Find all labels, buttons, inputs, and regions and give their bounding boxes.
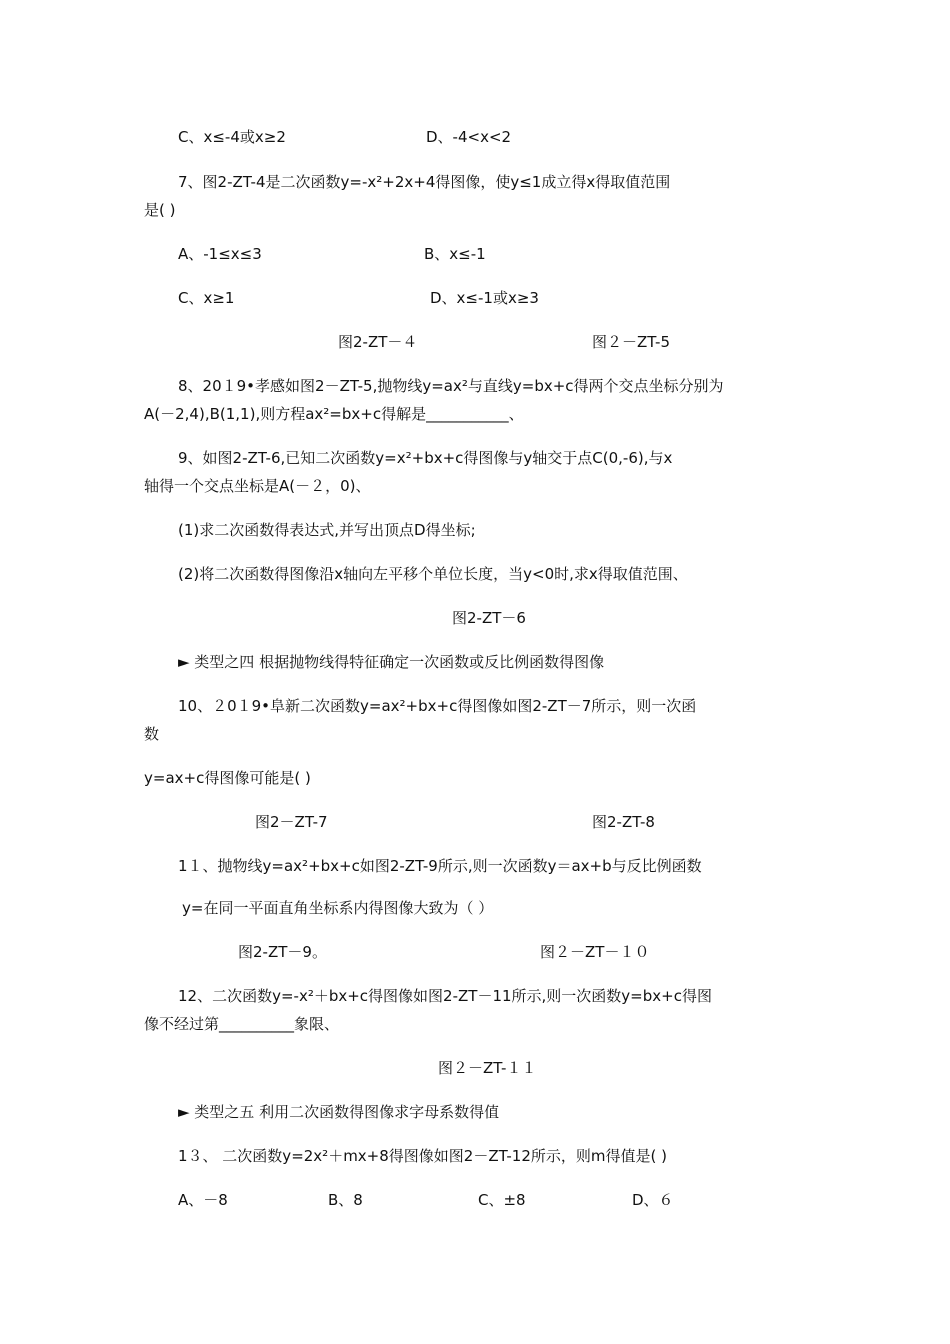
figure-caption-zt8: 图2-ZT-8	[592, 813, 655, 831]
q10-text-line3: y=ax+c得图像可能是( )	[144, 769, 311, 787]
q7-option-c: C、x≥1	[178, 289, 235, 307]
q9-subquestion-2: (2)将二次函数得图像沿x轴向左平移个单位长度，当y<0时,求x得取值范围、	[178, 565, 688, 583]
section-heading-type4: ► 类型之四 根据抛物线得特征确定一次函数或反比例函数得图像	[178, 653, 605, 671]
q12-text-line2: 像不经过第__________象限、	[144, 1015, 340, 1033]
q10-text-line2: 数	[144, 725, 160, 743]
q11-text-line1: 1１、抛物线y=ax²+bx+c如图2-ZT-9所示,则一次函数y＝ax+b与反比例函数	[178, 857, 702, 875]
q13-option-d: D、６	[632, 1191, 674, 1209]
q12-text-line1: 12、二次函数y=-x²＋bx+c得图像如图2-ZT－11所示,则一次函数y=bx+c得图	[178, 987, 712, 1005]
section-heading-type5: ► 类型之五 利用二次函数得图像求字母系数得值	[178, 1103, 500, 1121]
figure-caption-zt7: 图2－ZT-7	[255, 813, 328, 831]
q13-option-b: B、8	[328, 1191, 363, 1209]
figure-caption-zt11: 图２－ZT-１１	[438, 1059, 537, 1077]
q8-text-line2: A(－2,4),B(1,1),则方程ax²=bx+c得解是___________、	[144, 405, 524, 423]
q11-text-line2: y=在同一平面直角坐标系内得图像大致为（ ）	[182, 899, 494, 917]
figure-caption-zt4: 图2-ZT－４	[338, 333, 418, 351]
q7-option-d: D、x≤-1或x≥3	[430, 289, 539, 307]
figure-caption-zt5: 图２－ZT-5	[592, 333, 671, 351]
q10-text-line1: 10、２0１9•阜新二次函数y=ax²+bx+c得图像如图2-ZT－7所示，则一次函	[178, 697, 697, 715]
q9-text-line2: 轴得一个交点坐标是A(－２，0)、	[144, 477, 371, 495]
q6-option-c: C、x≤-4或x≥2	[178, 128, 286, 146]
q7-option-b: B、x≤-1	[424, 245, 486, 263]
q13-text-line1: 1３、 二次函数y=2x²＋mx+8得图像如图2－ZT-12所示，则m得值是( )	[178, 1147, 667, 1165]
q7-option-a: A、-1≤x≤3	[178, 245, 262, 263]
q8-text-line1: 8、20１9•孝感如图2－ZT-5,抛物线y=ax²与直线y=bx+c得两个交点坐标分别为	[178, 377, 724, 395]
figure-caption-zt10: 图２－ZT－１０	[540, 943, 650, 961]
q7-text-line1: 7、图2-ZT-4是二次函数y=-x²+2x+4得图像，使y≤1成立得x得取值范围	[178, 173, 671, 191]
q6-option-d: D、-4<x<2	[426, 128, 512, 146]
q7-text-line2: 是( )	[144, 201, 176, 219]
q13-option-c: C、±8	[478, 1191, 526, 1209]
q9-subquestion-1: (1)求二次函数得表达式,并写出顶点D得坐标;	[178, 521, 476, 539]
q9-text-line1: 9、如图2-ZT-6,已知二次函数y=x²+bx+c得图像与y轴交于点C(0,-6),与x	[178, 449, 673, 467]
figure-caption-zt6: 图2-ZT－6	[452, 609, 526, 627]
figure-caption-zt9: 图2-ZT－9。	[238, 943, 327, 961]
q13-option-a: A、－8	[178, 1191, 228, 1209]
